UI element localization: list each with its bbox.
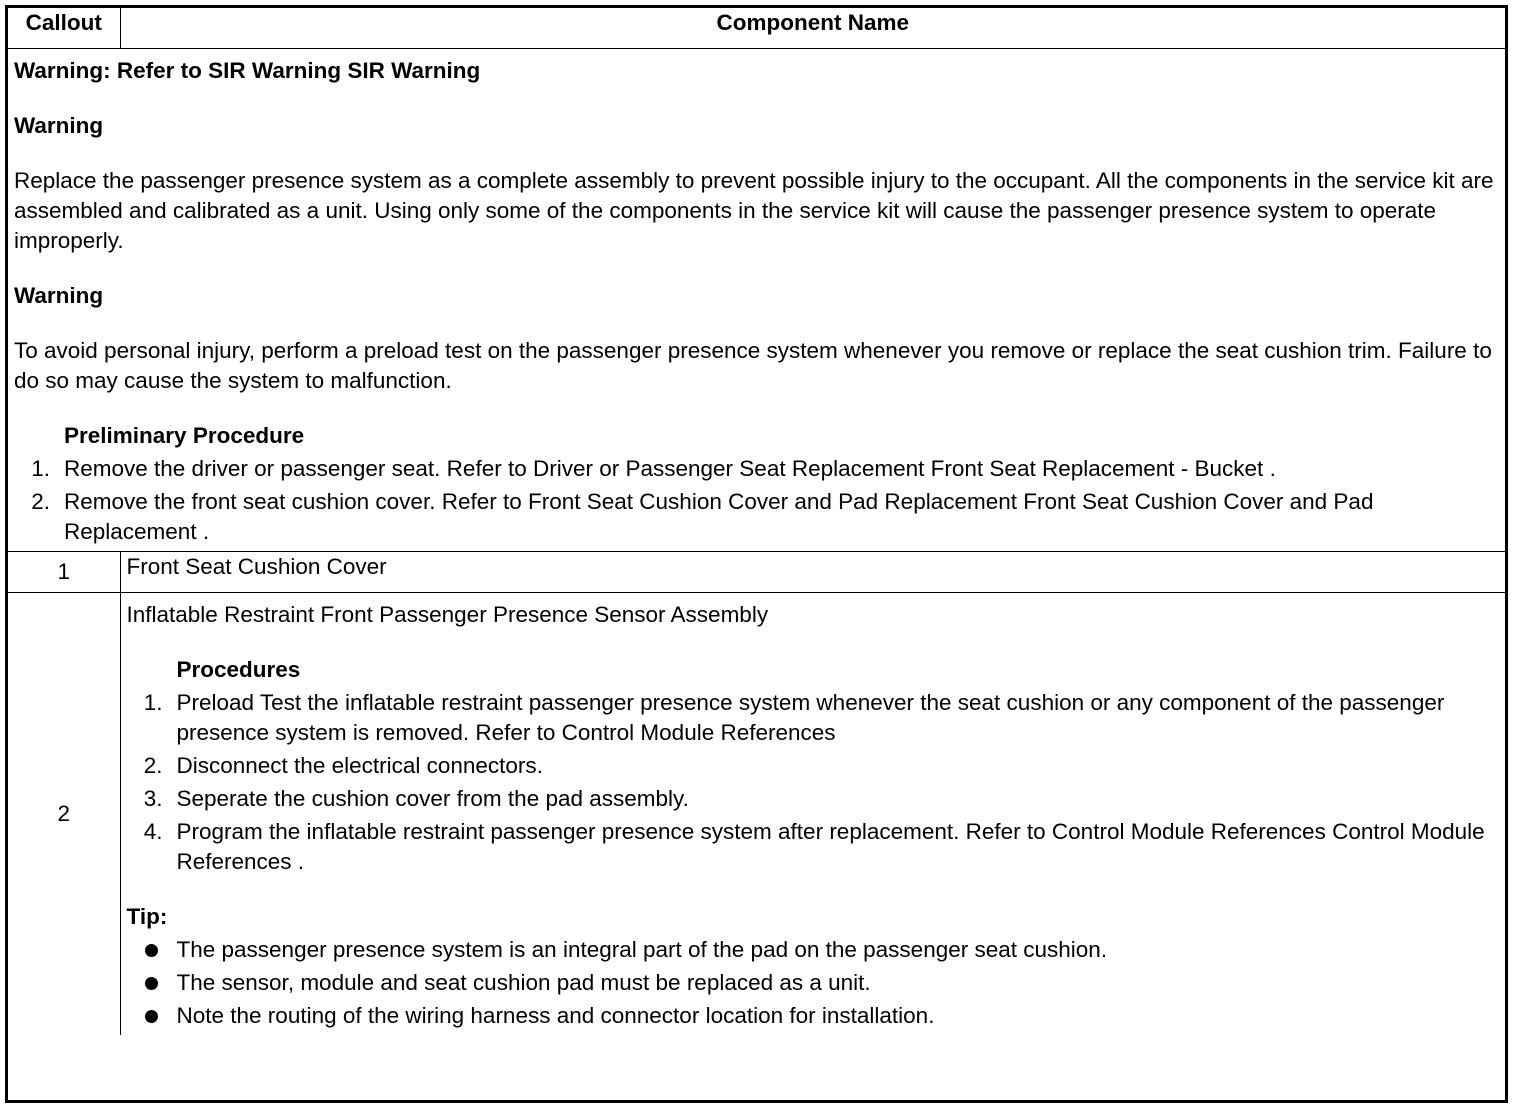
list-item	[14, 487, 1499, 547]
warning-label: Warning	[14, 283, 104, 308]
procedure-sheet	[5, 5, 1508, 1103]
list-item	[127, 968, 1500, 998]
list-item	[14, 454, 1499, 484]
tip-text: The sensor, module and seat cushion pad must be replaced as a unit.	[176, 970, 871, 995]
preliminary-steps-list	[14, 454, 1499, 547]
bullet-icon	[145, 944, 158, 957]
list-item	[127, 817, 1500, 877]
bullet-icon	[145, 977, 158, 990]
list-item	[127, 935, 1500, 965]
step-text: Seperate the cushion cover from the pad assembly.	[176, 786, 689, 811]
step-text: Preload Test the inflatable restraint passenger presence system whenever the seat cushion or any component of the passenger presence system is removed. Refer to Control Module References	[176, 690, 1445, 745]
callout-number: 1	[8, 552, 120, 593]
step-number: 1.	[143, 690, 163, 715]
step-number: 2.	[143, 753, 163, 778]
table-row	[8, 593, 1505, 1036]
component-table	[8, 8, 1505, 1035]
warning-label: Warning	[14, 113, 104, 138]
warning-text: To avoid personal injury, perform a preload test on the passenger presence system whenever you remove or replace the seat cushion trim. Failure to do so may cause the system to malfunction.	[14, 338, 1492, 393]
preamble-row	[8, 49, 1505, 552]
component-details-cell	[120, 593, 1505, 1036]
step-text: Disconnect the electrical connectors.	[176, 753, 543, 778]
table-header-row	[8, 8, 1505, 49]
step-number: 4.	[143, 819, 163, 844]
preamble-cell	[8, 49, 1505, 552]
component-name-column-header: Component Name	[120, 8, 1505, 49]
table-row	[8, 552, 1505, 593]
list-item	[127, 688, 1500, 748]
list-item	[127, 751, 1500, 781]
callout-number: 2	[8, 593, 120, 1036]
tip-text: The passenger presence system is an integral part of the pad on the passenger seat cushion.	[176, 937, 1108, 962]
warning-text: Replace the passenger presence system as a complete assembly to prevent possible injury to the occupant. All the components in the service kit are assembled and calibrated as a unit. Using only some of the components in the service kit will cause the passenger presence system to operate improperly.	[14, 168, 1494, 253]
preliminary-procedure-heading: Preliminary Procedure	[64, 423, 305, 448]
tip-text: Note the routing of the wiring harness and connector location for installation.	[176, 1003, 935, 1028]
callout-column-header: Callout	[8, 8, 120, 49]
procedure-steps-list	[127, 688, 1500, 877]
sir-warning-title: Warning: Refer to SIR Warning SIR Warning	[14, 58, 481, 83]
step-number: 2.	[31, 489, 50, 514]
tips-list	[127, 935, 1500, 1031]
bullet-icon	[145, 1010, 158, 1023]
procedures-heading: Procedures	[176, 657, 301, 682]
component-name: Inflatable Restraint Front Passenger Presence Sensor Assembly	[126, 602, 769, 627]
step-text: Program the inflatable restraint passenger presence system after replacement. Refer to Control Module References Control Module References .	[176, 819, 1485, 874]
component-name: Front Seat Cushion Cover	[120, 552, 1505, 593]
step-number: 3.	[143, 786, 163, 811]
tip-label: Tip:	[126, 904, 168, 929]
step-text: Remove the front seat cushion cover. Refer to Front Seat Cushion Cover and Pad Replacement Front Seat Cushion Cover and Pad Replacement .	[64, 489, 1374, 544]
list-item	[127, 784, 1500, 814]
list-item	[127, 1001, 1500, 1031]
step-number: 1.	[31, 456, 50, 481]
step-text: Remove the driver or passenger seat. Refer to Driver or Passenger Seat Replacement Front Seat Replacement - Bucket .	[64, 456, 1276, 481]
